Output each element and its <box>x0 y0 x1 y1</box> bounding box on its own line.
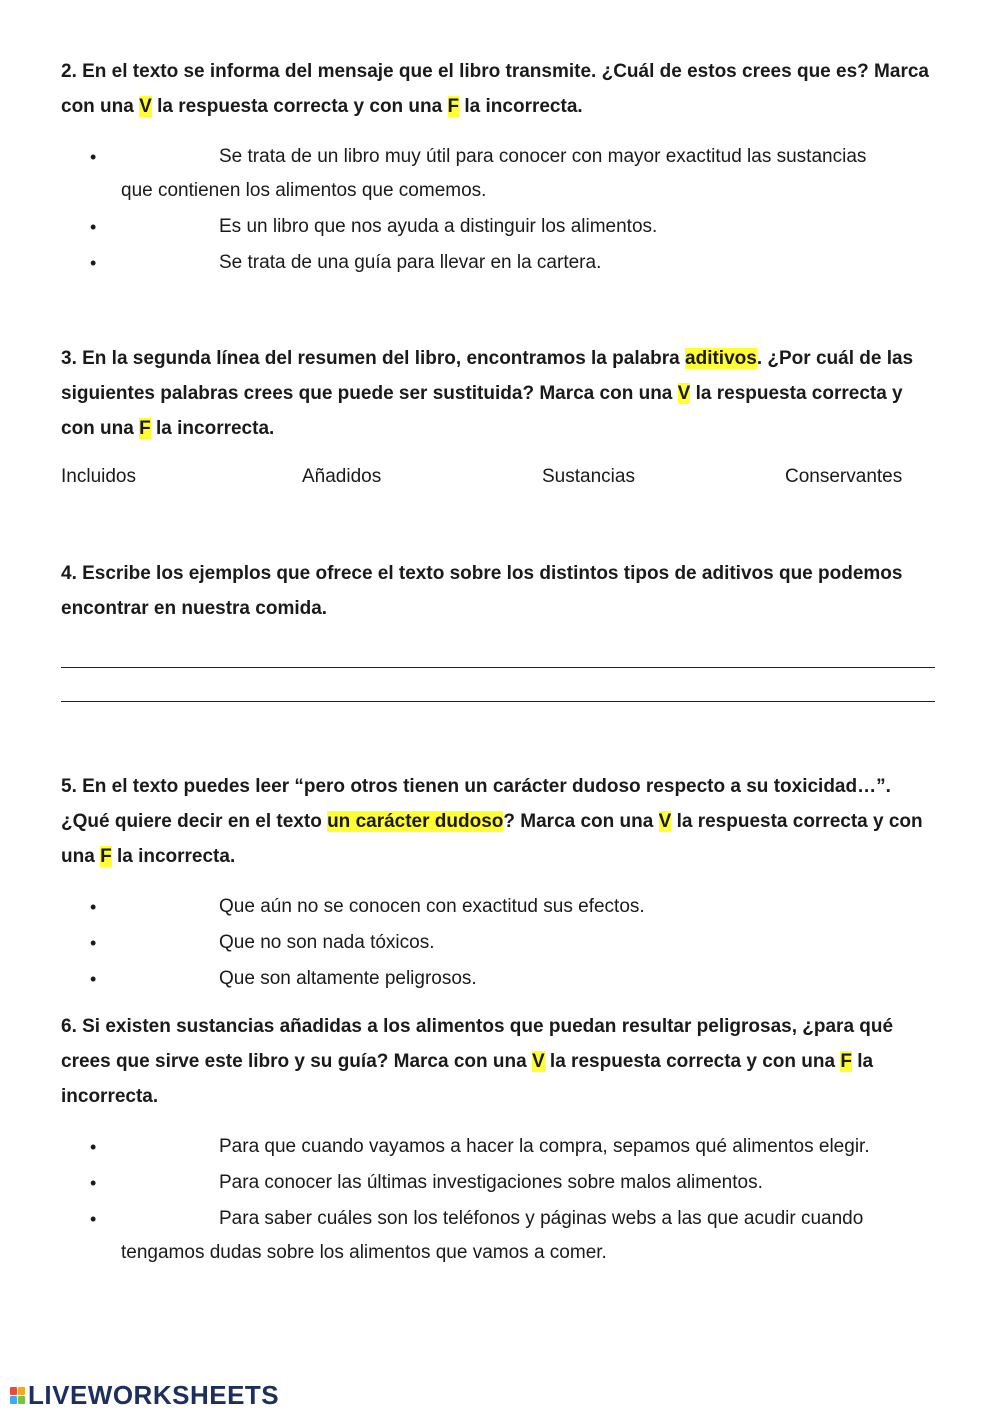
false-marker: F <box>139 418 151 439</box>
true-marker: V <box>139 96 152 117</box>
true-marker: V <box>531 1051 545 1072</box>
false-marker: F <box>447 96 460 117</box>
option-word[interactable]: Añadidos <box>302 466 382 487</box>
question-3-prompt: 3. En la segunda línea del resumen del libro, encontramos la palabra aditivos. ¿Por cuál de las siguientes palabras crees que puede ser sustituida? Marca con una V la respuesta correcta y con una F la incorrecta. <box>61 348 914 439</box>
highlighted-phrase: un carácter dudoso <box>327 811 504 832</box>
question-5-options <box>61 890 941 998</box>
question-5-prompt: 5. En el texto puedes leer “pero otros tienen un carácter dudoso respecto a su toxicidad…”. ¿Qué quiere decir en el texto un carácter dudoso? Marca con una V la respuesta correcta y con una F la incorrecta. <box>61 776 923 867</box>
list-item[interactable]: • Que aún no se conocen con exactitud sus efectos. <box>61 890 941 924</box>
list-item[interactable]: • Para que cuando vayamos a hacer la compra, sepamos qué alimentos elegir. <box>61 1130 941 1164</box>
list-item[interactable]: • Para saber cuáles son los teléfonos y páginas webs a las que acudir cuando tengamos dudas sobre los alimentos que vamos a comer. <box>61 1202 941 1270</box>
logo-blocks-icon <box>10 1387 25 1404</box>
option-word[interactable]: Sustancias <box>542 466 635 487</box>
true-marker: V <box>677 383 691 404</box>
question-6-prompt: 6. Si existen sustancias añadidas a los alimentos que puedan resultar peligrosas, ¿para qué crees que sirve este libro y su guía? Marca con una V la respuesta correcta y con una F la incorrecta. <box>61 1016 894 1107</box>
true-marker: V <box>658 811 672 832</box>
question-2-options <box>61 140 941 282</box>
question-6-options <box>61 1130 941 1272</box>
answer-line[interactable] <box>61 667 935 668</box>
option-word[interactable]: Incluidos <box>61 466 136 487</box>
list-item[interactable]: • Que son altamente peligrosos. <box>61 962 941 996</box>
list-item[interactable]: • Para conocer las últimas investigaciones sobre malos alimentos. <box>61 1166 941 1200</box>
liveworksheets-logo[interactable] <box>10 1378 279 1412</box>
false-marker: F <box>100 846 112 867</box>
question-3-options <box>61 460 941 494</box>
list-item[interactable]: • Se trata de una guía para llevar en la cartera. <box>61 246 941 280</box>
question-2-prompt: 2. En el texto se informa del mensaje que el libro transmite. ¿Cuál de estos crees que es? Marca con una V la respuesta correcta y con una F la incorrecta. <box>61 61 929 117</box>
list-item[interactable]: • Es un libro que nos ayuda a distinguir los alimentos. <box>61 210 941 244</box>
false-marker: F <box>840 1051 852 1072</box>
list-item[interactable]: • Se trata de un libro muy útil para conocer con mayor exactitud las sustancias que contienen los alimentos que comemos. <box>61 140 941 208</box>
option-word[interactable]: Conservantes <box>785 466 903 487</box>
question-4-prompt: 4. Escribe los ejemplos que ofrece el texto sobre los distintos tipos de aditivos que podemos encontrar en nuestra comida. <box>61 563 903 619</box>
answer-line[interactable] <box>61 701 935 702</box>
logo-text: LIVEWORKSHEETS <box>28 1379 280 1410</box>
list-item[interactable]: • Que no son nada tóxicos. <box>61 926 941 960</box>
highlighted-word: aditivos <box>685 348 757 369</box>
